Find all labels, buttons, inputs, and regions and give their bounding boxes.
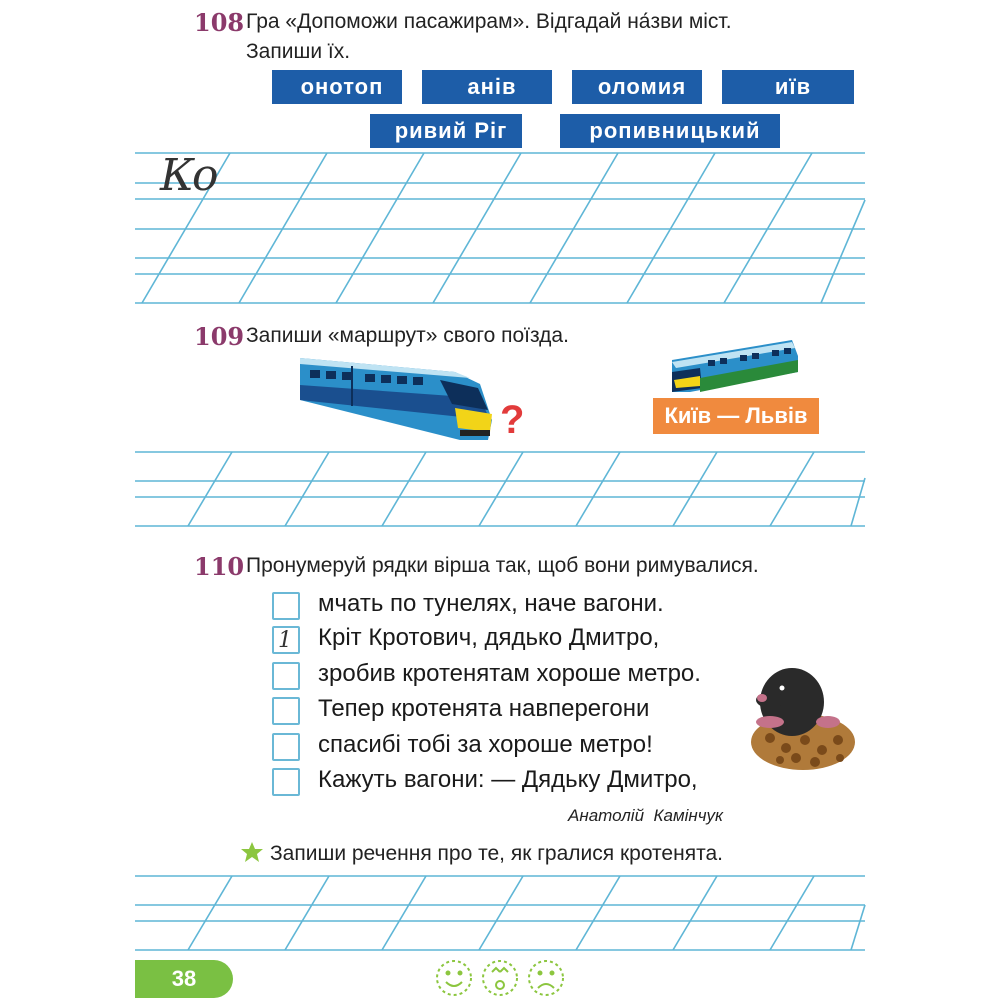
star-task-instruction: Запиши речення про те, як гралися кротенята. <box>270 842 723 865</box>
exercise-108-instruction-line2: Запиши їх. <box>246 40 351 63</box>
smiley-happy-icon <box>437 961 471 995</box>
smiley-surprised-icon <box>483 961 517 995</box>
number-checkbox-4[interactable] <box>272 697 300 725</box>
route-label: Київ — Львів <box>653 398 819 434</box>
exercise-number-108: 108 <box>194 8 245 37</box>
train-illustration <box>300 358 492 440</box>
city-tile-kolomyia: оломия <box>572 70 702 104</box>
city-tile-kyiv: иїв <box>722 70 854 104</box>
handwriting-sample: Ко <box>160 150 217 201</box>
question-mark: ? <box>500 398 525 442</box>
city-tile-konotop: онотоп <box>272 70 402 104</box>
exercise-110-instruction: Пронумеруй рядки вірша так, щоб вони римувалися. <box>246 554 759 577</box>
city-tile-kropyvnytskyi: ропивницький <box>560 114 780 148</box>
number-checkbox-2[interactable]: 1 <box>272 626 300 654</box>
exercise-number-110: 110 <box>194 552 245 581</box>
exercise-108-instruction: Гра «Допоможи пасажирам». Відгадай на́зви міст. <box>246 10 732 33</box>
star-icon <box>241 842 263 862</box>
poem-author: Анатолій Камінчук <box>568 806 724 825</box>
number-checkbox-1[interactable] <box>272 592 300 620</box>
number-checkbox-6[interactable] <box>272 768 300 796</box>
number-checkbox-3[interactable] <box>272 662 300 690</box>
train-small-illustration <box>672 340 798 392</box>
smiley-sad-icon <box>529 961 563 995</box>
city-tile-kryvyi-rih: ривий Ріг <box>370 114 522 148</box>
number-checkbox-5[interactable] <box>272 733 300 761</box>
mole-illustration <box>751 668 855 770</box>
page-number: 38 <box>135 960 233 998</box>
city-tile-kaniv: анів <box>422 70 552 104</box>
exercise-109-instruction: Запиши «маршрут» свого поїзда. <box>246 324 569 347</box>
exercise-number-109: 109 <box>194 322 245 351</box>
